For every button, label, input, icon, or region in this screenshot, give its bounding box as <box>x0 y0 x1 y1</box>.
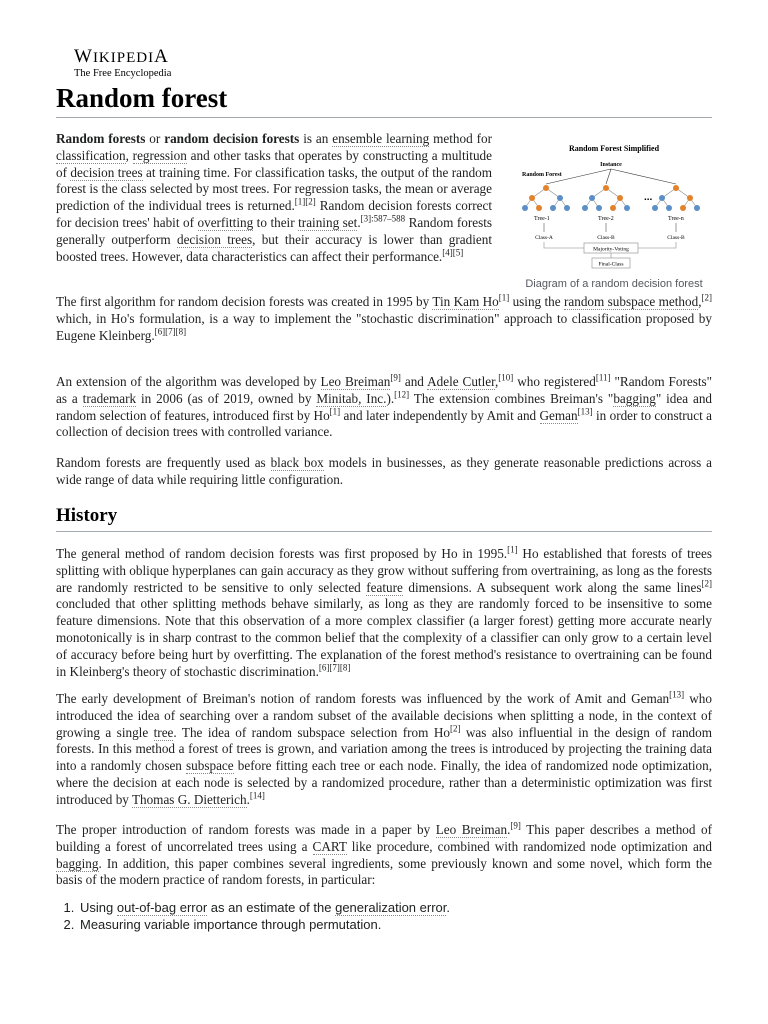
tree-label-1: Tree-1 <box>534 216 550 222</box>
intro-paragraph-1: Random forests or random decision forests is an ensemble learning method for classification, regression and other tasks that operates by constructing a multitude of decision trees at training time. For classification tasks, the output of the random forest is the class selected by most trees. For regression tasks, the mean or average prediction of the individual trees is returned.[1][2] Random decision forests correct for decision trees' habit of overfitting to their training set.$^{[3]:587-588}$ Random forests generally outperform decision trees, but their accuracy is lower than gradient boosted trees. However, data characteristics can affect their performance.[4][5] <box>56 131 493 264</box>
link-black-box[interactable]: black box <box>270 455 324 470</box>
citation[interactable]: [5] <box>452 247 464 258</box>
wikipedia-logo[interactable] <box>74 47 171 80</box>
figure-caption: Diagram of a random decision forest <box>525 278 703 290</box>
link-training-set[interactable]: training set <box>298 214 358 230</box>
history-paragraph-1: The general method of random decision forests was first proposed by Ho in 1995.[1] Ho established that forests of trees splitting with oblique hyperplanes can gain accuracy as they grow without suffering from overtraining, as long as the forests are randomly restricted to be sensitive to only selected feature dimensions. A subsequent work along the same lines[2] concluded that other splitting methods behave similarly, as long as they are randomly forced to be insensitive to some feature dimensions. Note that this observation of a more complex classifier (a larger forest) getting more accurate nearly monotonically is in sharp contrast to the common belief that the complexity of a classifier can only grow to a certain level of accuracy before being hurt by overfitting. The explanation of the forest method's resistance to overtraining can be found in Kleinberg's theory of stochastic discrimination.[6][7][8] <box>56 544 712 679</box>
history-divider <box>56 531 712 532</box>
intro-paragraph-3: An extension of the algorithm was developed by Leo Breiman[9] and Adele Cutler,[10] who registered[11] "Random Forests" as a trademark in 2006 (as of 2019, owned by Minitab, Inc.).[12] The extension combines Breiman's "bagging" idea and random selection of features, introduced first by Ho[1] and later independently by Amit and Geman[13] in order to construct a collection of decision trees with controlled variance. <box>56 372 713 440</box>
citation[interactable]: [4] <box>442 247 453 258</box>
link-regression[interactable]: regression <box>132 147 187 163</box>
link-overfitting[interactable]: overfitting <box>197 214 254 230</box>
citation[interactable]: [12] <box>394 389 410 400</box>
link-tin-kam-ho[interactable]: Tin Kam Ho <box>432 294 499 309</box>
citation[interactable]: [8] <box>339 662 351 673</box>
citation[interactable]: [1] <box>498 292 510 303</box>
class-label-1: Class-A <box>535 235 553 241</box>
citation[interactable]: [1] <box>507 544 518 555</box>
link-random-subspace-method[interactable]: random subspace method <box>564 294 699 309</box>
final-label: Final-Class <box>598 261 624 268</box>
intro-paragraph-4: Random forests are frequently used as black box models in businesses, as they generate reasonable predictions across a wide range of data while requiring little configuration. <box>56 455 713 487</box>
list-item: 1. Using out-of-bag error as an estimate of the generalization error. <box>78 899 450 916</box>
citation[interactable]: [11] <box>595 372 611 383</box>
link-tree[interactable]: tree <box>153 724 174 740</box>
history-paragraph-3: The proper introduction of random forests was made in a paper by Leo Breiman.[9] This paper describes a method of building a forest of uncorrelated trees using a CART like procedure, combined with randomized node optimization and bagging. In addition, this paper combines several ingredients, some previously known and some novel, which form the basis of the modern practice of random forests, in particular: <box>56 820 712 888</box>
citation[interactable]: [9] <box>390 372 401 383</box>
diagram-ellipsis: ... <box>644 192 653 203</box>
logo-wordmark: WIKIPEDIA <box>74 46 169 67</box>
class-label-n: Class-B <box>667 235 685 241</box>
citation[interactable]: [14] <box>249 790 265 801</box>
citation[interactable]: [9] <box>510 820 521 831</box>
tree-label-2: Tree-2 <box>598 216 614 222</box>
voting-label: Majority-Voting <box>593 246 629 253</box>
link-cart[interactable]: CART <box>312 838 347 854</box>
link-out-of-bag-error[interactable]: out-of-bag error <box>116 900 208 915</box>
ingredients-list <box>56 899 450 933</box>
citation[interactable]: [2] <box>701 578 712 589</box>
link-bagging[interactable]: bagging <box>56 855 99 871</box>
link-decision-trees[interactable]: decision trees <box>70 164 143 180</box>
link-generalization-error[interactable]: generalization error <box>335 900 447 915</box>
citation[interactable]: [1] <box>294 196 306 207</box>
link-thomas-dietterich[interactable]: Thomas G. Dietterich <box>131 791 247 807</box>
link-geman[interactable]: Geman <box>539 407 578 423</box>
title-divider <box>56 117 712 118</box>
class-label-2: Class-B <box>597 235 615 241</box>
link-leo-breiman[interactable]: Leo Breiman <box>320 374 391 389</box>
tree-1 <box>522 185 570 211</box>
citation[interactable]: [1] <box>329 406 341 417</box>
citation[interactable]: [6] <box>318 662 330 673</box>
citation[interactable]: [2] <box>449 723 461 734</box>
link-minitab[interactable]: Minitab, Inc. <box>316 390 387 406</box>
citation[interactable]: [13] <box>669 689 685 700</box>
bold-term: random decision forests <box>164 131 300 146</box>
diagram-title: Random Forest Simplified <box>568 144 660 153</box>
page-title: Random forest <box>56 83 228 113</box>
link-subspace[interactable]: subspace <box>186 758 234 774</box>
intro-paragraph-2: The first algorithm for random decision forests was created in 1995 by Tin Kam Ho[1] using the random subspace method,[2] which, in Ho's formulation, is a way to implement the "stochastic discrimination" approach to classification proposed by Eugene Kleinberg.[6][7][8] <box>56 292 712 343</box>
tree-n <box>652 185 700 211</box>
link-feature[interactable]: feature <box>366 579 403 595</box>
history-paragraph-2: The early development of Breiman's notion of random forests was influenced by the work of Amit and Geman[13] who introduced the idea of searching over a random subset of the available decisions when splitting a node, in the context of growing a single tree. The idea of random subspace selection from Ho[2] was also influential in the design of random forests. In this method a forest of trees is grown, and variation among the trees is introduced by projecting the training data into a randomly chosen subspace before fitting each tree or each node. Finally, the idea of randomized node optimization, where the decision at each node is selected by a randomized procedure, rather than a deterministic optimization was first introduced by Thomas G. Dietterich.[14] <box>56 689 712 807</box>
infobox-figure <box>508 134 720 290</box>
diagram-forest-label: Random Forest <box>522 172 562 178</box>
class-arrows <box>544 223 676 232</box>
link-classification[interactable]: classification <box>56 147 126 163</box>
citation[interactable]: [10] <box>498 372 514 383</box>
citation[interactable]: [3]:587–588 <box>360 213 406 224</box>
logo-tagline: The Free Encyclopedia <box>74 68 172 79</box>
link-trademark[interactable]: trademark <box>82 390 137 406</box>
citation[interactable]: [2] <box>305 196 316 207</box>
history-heading: History <box>56 505 118 526</box>
random-forest-diagram[interactable] <box>508 134 720 274</box>
citation[interactable]: [2] <box>701 292 712 303</box>
diagram-instance: Instance <box>600 162 622 168</box>
link-ensemble-learning[interactable]: ensemble learning <box>332 131 430 146</box>
link-bagging[interactable]: bagging <box>613 390 656 406</box>
tree-2 <box>582 185 630 211</box>
instance-arrows <box>546 169 676 184</box>
citation[interactable]: [8] <box>175 326 187 337</box>
citation[interactable]: [7] <box>165 326 176 337</box>
tree-label-n: Tree-n <box>668 216 684 222</box>
link-decision-trees[interactable]: decision trees <box>176 231 253 247</box>
bold-term: Random forests <box>56 131 146 146</box>
link-leo-breiman[interactable]: Leo Breiman <box>435 822 508 837</box>
citation[interactable]: [7] <box>329 662 340 673</box>
citation[interactable]: [13] <box>577 406 593 417</box>
list-item: 2. Measuring variable importance through permutation. <box>78 916 450 933</box>
link-adele-cutler[interactable]: Adele Cutler <box>427 374 495 389</box>
citation[interactable]: [6] <box>154 326 166 337</box>
